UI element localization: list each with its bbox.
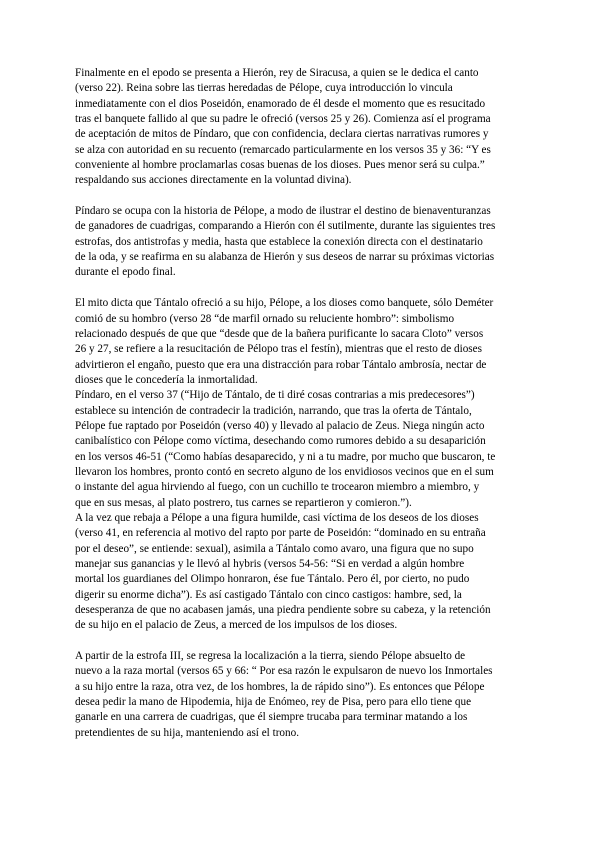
- paragraph-mito-tantalo: El mito dicta que Tántalo ofreció a su hijo, Pélope, a los dioses como banquete, sólo Deméter comió de su hombro (verso 28 “de marfil ornado su reluciente hombro”: simbolismo relacionado después de que que “desde que de la bañera purificante lo sacara Cloto” versos 26 y 27, se refiere a la resucitación de Pélopo tras el festín), mientras que el resto de dioses advirtieron el engaño, puesto que era una distracción para robar Tántalo ambrosía, nectar de dioses que le concedería la inmortalidad. Píndaro, en el verso 37 (“Hijo de Tántalo, de ti diré cosas contrarias a mis predecesores”) establece su intención de contradecir la tradición, narrando, que tras la oferta de Tántalo, Pélope fue raptado por Poseidón (verso 40) y llevado al palacio de Zeus. Niega ningún acto canibalístico con Pélope como víctima, desechando como rumores debido a su desaparición en los versos 46-51 (“Como habías desaparecido, y ni a tu madre, por mucho que buscaron, te llevaron los hombres, pronto contó en secreto alguno de los envidiosos vecinos que en el sum o instante del agua hirviendo al fuego, con un cuchillo te trocearon miembro a miembro, y que en sus mesas, al plato postrero, tus carnes se repartieron y comieron.”). A la vez que rebaja a Pélope a una figura humilde, casi víctima de los deseos de los dioses (verso 41, en referencia al motivo del rapto por parte de Poseidón: “dominado en su entraña por el deseo”, se entiende: sexual), asimila a Tántalo como avaro, una figura que no supo manejar sus ganancias y le llevó al hybris (versos 54-56: “Si en verdad a algún hombre mortal los guardianes del Olimpo honraron, ése fue Tántalo. Pero él, por cierto, no pudo digerir su enorme dicha”). Es así castigado Tántalo con cinco castigos: hambre, sed, la desesperanza de que no acabasen jamás, una piedra pendiente sobre su cabeza, y la retención de su hijo en el palacio de Zeus, a merced de los impulsos de los dioses.: [75, 297, 496, 632]
- paragraph-pelope-historia: Píndaro se ocupa con la historia de Pélope, a modo de ilustrar el destino de bienaventuranzas de ganadores de cuadrigas, comparando a Hierón con él sutilmente, durante las siguientes tres estrofas, dos antistrofas y media, hasta que establece la conexión directa con el destinatario de la oda, y se reafirma en su alabanza de Hierón y sus deseos de narrar su próximas victorias durante el epodo final.: [75, 205, 496, 279]
- paragraph-spacer: [75, 189, 537, 204]
- paragraph-spacer: [75, 281, 537, 296]
- paragraph-estrofa-iii: A partir de la estrofa III, se regresa la localización a la tierra, siendo Pélope absuelto de nuevo a la raza mortal (versos 65 y 66: “ Por esa razón le expulsaron de nuevo los Inmortales a su hijo entre la raza, otra vez, de los hombres, la de rápido sino”). Es entonces que Pélope desea pedir la mano de Hipodemia, hija de Enómeo, rey de Pisa, pero para ello tiene que ganarle en una carrera de cuadrigas, que él siempre trucaba para terminar matando a los pretendientes de su hija, manteniendo así el trono.: [75, 650, 493, 739]
- paragraph-epodo-hieron: Finalmente en el epodo se presenta a Hierón, rey de Siracusa, a quien se le dedica el canto (verso 22). Reina sobre las tierras heredadas de Pélope, cuya introducción lo vincula inmediatamente con el dios Poseidón, enamorado de él desde el momento que es resucitado tras el banquete fallido al que su padre le ofreció (versos 25 y 26). Comienza así el programa de aceptación de mitos de Píndaro, que con confidencia, declara ciertas narrativas rumores y se alza con autoridad en su recuento (remarcado particularmente en los versos 35 y 36: “Y es conveniente al hombre proclamarlas cosas buenas de los dioses. Pues menor será su culpa.” respaldando sus acciones directamente en la voluntad divina).: [75, 67, 491, 187]
- document-body: [75, 66, 537, 741]
- paragraph-spacer: [75, 634, 537, 649]
